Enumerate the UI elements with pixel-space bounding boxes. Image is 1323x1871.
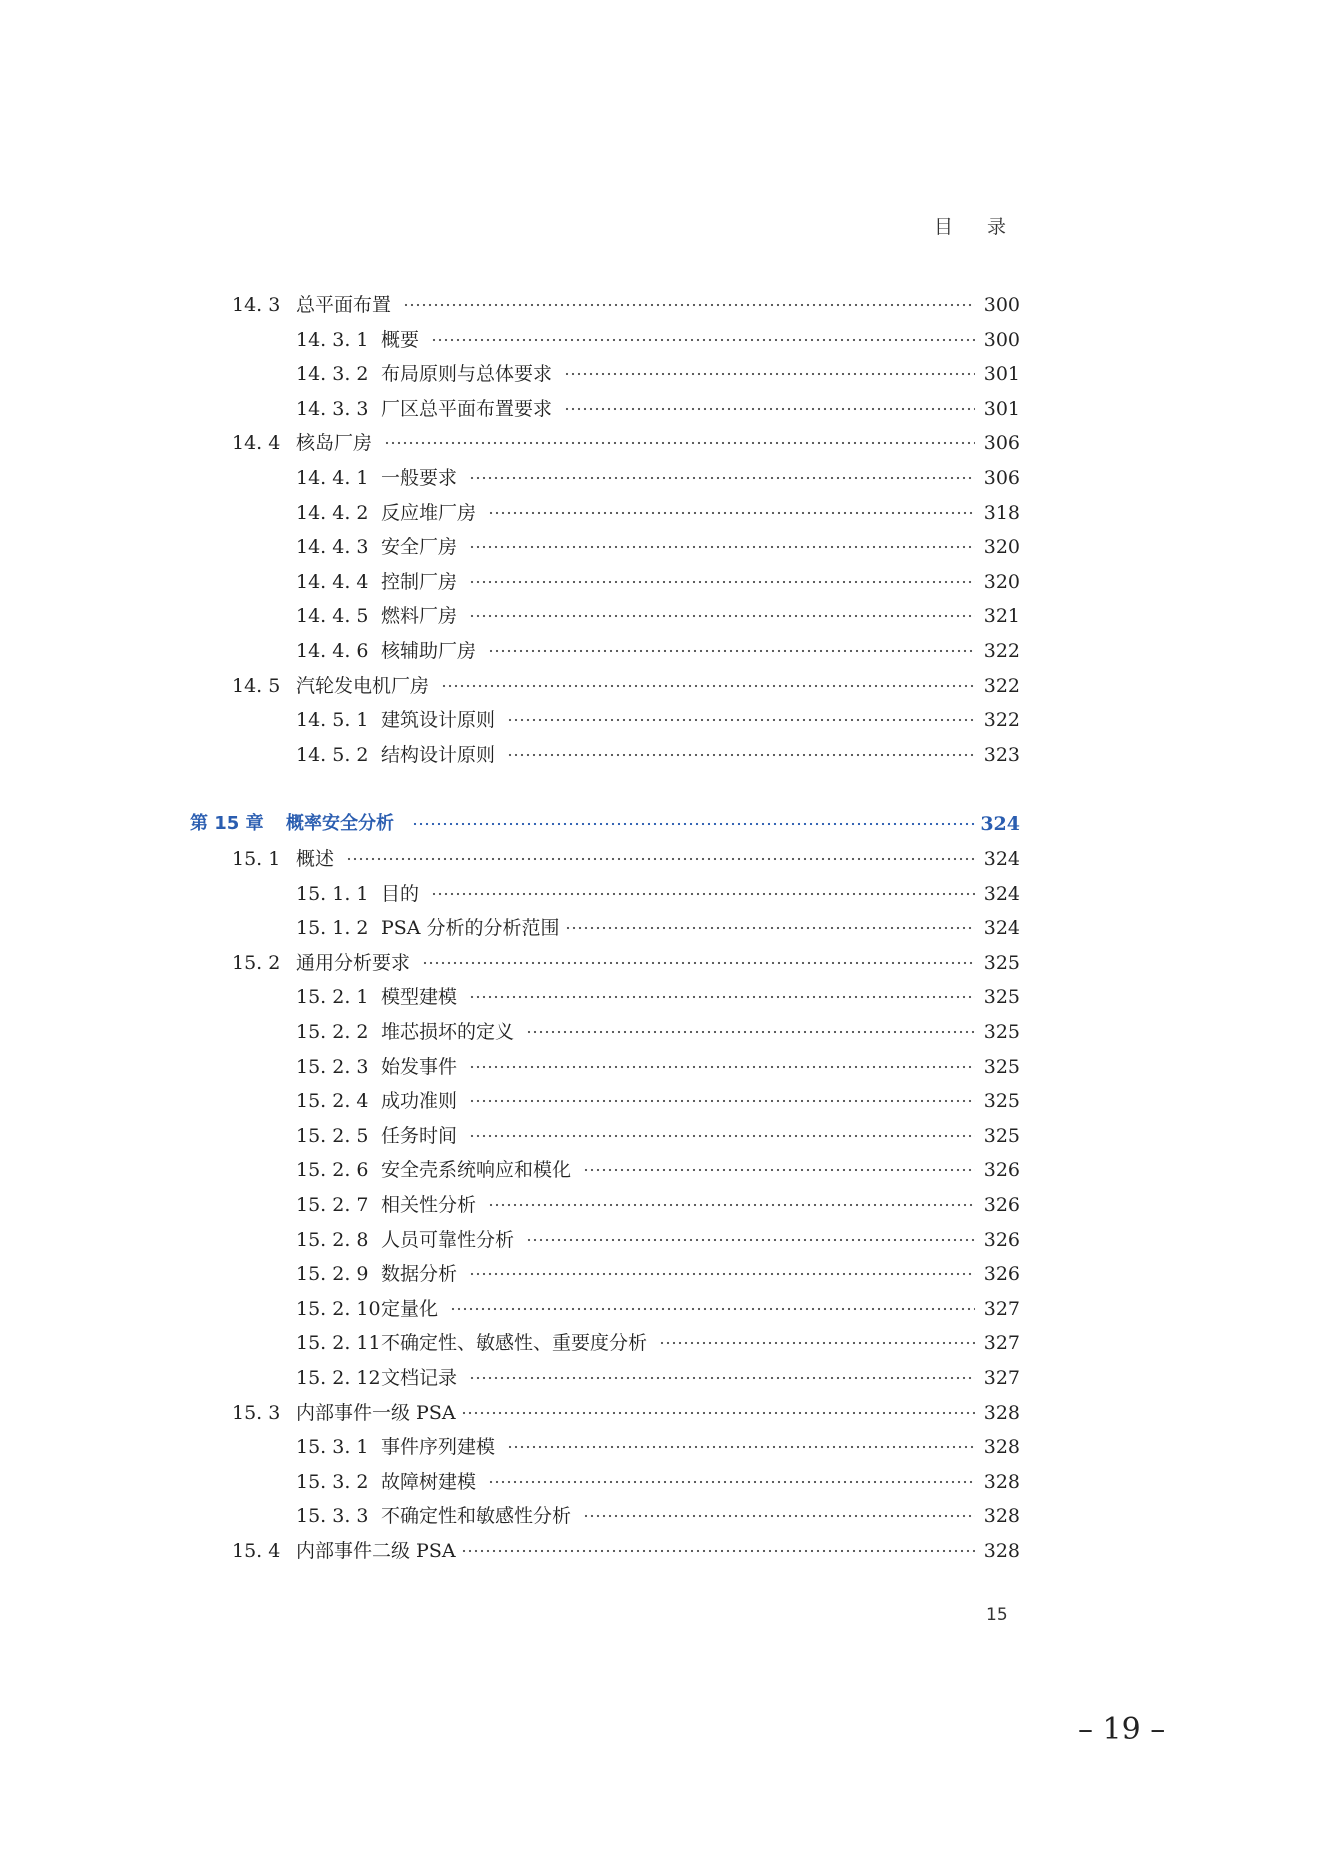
toc-entry-row[interactable] [0, 1119, 1323, 1153]
toc-entry-row[interactable] [0, 1396, 1323, 1430]
toc-entry-row[interactable] [0, 1499, 1323, 1533]
toc-dot-leader [384, 426, 975, 446]
toc-entry-number: 14. 3. 3 [296, 397, 369, 420]
toc-entry-title: 概率安全分析 [286, 813, 394, 835]
toc-entry-title: 数据分析 [381, 1263, 458, 1286]
toc-dot-leader [469, 1361, 975, 1381]
toc-entry-row[interactable] [0, 842, 1323, 876]
toc-entry-row[interactable] [0, 1465, 1323, 1499]
toc-page-number: 328 [983, 1401, 1020, 1424]
toc-dot-leader [346, 842, 975, 862]
toc-page-number: 325 [983, 986, 1020, 1009]
toc-entry-row[interactable] [0, 357, 1323, 391]
toc-entry-title: 厂区总平面布置要求 [381, 397, 553, 420]
toc-entry-title: 不确定性、敏感性、重要度分析 [381, 1332, 648, 1355]
toc-entry-row[interactable] [0, 323, 1323, 357]
toc-entry-title: 任务时间 [381, 1124, 458, 1147]
toc-entry-row[interactable] [0, 980, 1323, 1014]
toc-entry-title: 目的 [381, 882, 420, 905]
toc-dot-leader [488, 634, 975, 654]
toc-entry-row[interactable] [0, 530, 1323, 564]
toc-entry-row[interactable] [0, 1050, 1323, 1084]
toc-entry-title: 内部事件二级 PSA [296, 1540, 456, 1562]
toc-entry-number: 14. 5. 2 [296, 743, 369, 766]
toc-entry-row[interactable] [0, 703, 1323, 737]
toc-entry-title: 文档记录 [381, 1367, 458, 1389]
toc-page-number: 327 [983, 1332, 1020, 1355]
toc-page-number: 306 [983, 432, 1020, 455]
toc-page-number: 300 [983, 294, 1020, 316]
toc-entry-title: 成功准则 [381, 1090, 458, 1113]
toc-entry-title: 通用分析要求 [296, 951, 411, 974]
toc-entry-number: 15. 3 [232, 1401, 281, 1424]
toc-dot-leader [403, 288, 975, 308]
toc-entry-row[interactable] [0, 634, 1323, 668]
toc-dot-leader [583, 1499, 975, 1519]
toc-entry-row[interactable] [0, 565, 1323, 599]
toc-page-number: 328 [983, 1505, 1020, 1528]
toc-entry-title: 概要 [381, 328, 420, 351]
toc-entry-number: 14. 4. 6 [296, 640, 369, 662]
toc-dot-leader [526, 1015, 975, 1035]
toc-page-number: 327 [983, 1367, 1020, 1389]
toc-entry-number: 15. 2 [232, 951, 281, 974]
toc-entry-number: 15. 4 [232, 1540, 281, 1562]
toc-header: 目 录 [933, 216, 1020, 238]
toc-page-number: 300 [983, 328, 1020, 351]
toc-page-number: 326 [983, 1159, 1020, 1182]
toc-entry-title: 建筑设计原则 [381, 709, 496, 732]
toc-entry-title: 定量化 [381, 1297, 439, 1320]
toc-entry-number: 14. 5. 1 [296, 709, 369, 732]
toc-page-number: 326 [983, 1194, 1020, 1216]
toc-dot-leader [469, 1050, 975, 1070]
toc-dot-leader [461, 1396, 975, 1416]
toc-entry-number: 14. 4. 4 [296, 570, 369, 593]
toc-dot-leader [412, 807, 975, 827]
toc-page-number: 321 [983, 605, 1020, 628]
toc-entry-number: 14. 3 [232, 294, 281, 316]
toc-dot-leader [488, 496, 975, 516]
toc-entry-row[interactable] [0, 946, 1323, 980]
toc-dot-leader [469, 461, 975, 481]
toc-entry-number: 15. 3. 1 [296, 1436, 369, 1459]
toc-entry-row[interactable] [0, 461, 1323, 495]
toc-page-number: 318 [983, 501, 1020, 524]
toc-entry-row[interactable] [0, 1257, 1323, 1291]
toc-entry-number: 14. 4 [232, 432, 281, 455]
toc-entry-title: 模型建模 [381, 986, 458, 1009]
toc-page-number: 325 [983, 1124, 1020, 1147]
toc-entry-row[interactable] [0, 599, 1323, 633]
toc-entry-title: 始发事件 [381, 1055, 458, 1078]
toc-dot-leader [469, 980, 975, 1000]
toc-dot-leader [461, 1534, 975, 1554]
toc-page-number: 324 [983, 882, 1020, 905]
toc-entry-number: 15. 2. 11 [296, 1332, 381, 1355]
toc-dot-leader [564, 392, 975, 412]
toc-page-number: 324 [983, 848, 1020, 870]
toc-dot-leader [507, 703, 975, 723]
toc-entry-number: 15. 3. 3 [296, 1505, 369, 1528]
toc-entry-number: 14. 3. 1 [296, 328, 369, 351]
toc-entry-title: 汽轮发电机厂房 [296, 674, 430, 697]
toc-entry-row[interactable] [0, 669, 1323, 703]
toc-entry-row[interactable] [0, 1223, 1323, 1257]
toc-entry-number: 15. 1. 1 [296, 882, 369, 905]
toc-entry-title: 堆芯损坏的定义 [381, 1021, 515, 1043]
toc-page-number: 328 [983, 1436, 1020, 1459]
toc-dot-leader [469, 599, 975, 619]
toc-dot-leader [469, 565, 975, 585]
toc-entry-row[interactable] [0, 1084, 1323, 1118]
toc-dot-leader [450, 1292, 975, 1312]
toc-entry-row[interactable] [0, 1534, 1323, 1568]
toc-page-number: 324 [980, 813, 1020, 836]
toc-page-number: 320 [983, 536, 1020, 559]
toc-entry-number: 15. 2. 12 [296, 1367, 381, 1389]
toc-entry-title: 安全厂房 [381, 536, 458, 559]
toc-entry-row[interactable] [0, 1292, 1323, 1326]
toc-entry-number: 15. 3. 2 [296, 1470, 369, 1493]
toc-page-number: 325 [983, 951, 1020, 974]
toc-entry-number: 15. 2. 6 [296, 1159, 369, 1182]
toc-entry-title: 故障树建模 [381, 1470, 477, 1493]
toc-page-number: 323 [983, 743, 1020, 766]
toc-entry-row[interactable] [0, 426, 1323, 460]
toc-entry-title: 内部事件一级 PSA [296, 1401, 456, 1424]
toc-entry-title: 相关性分析 [381, 1194, 477, 1216]
toc-entry-title: 布局原则与总体要求 [381, 363, 553, 386]
toc-page-number: 327 [983, 1297, 1020, 1320]
toc-entry-title: 人员可靠性分析 [381, 1228, 515, 1251]
toc-dot-leader [469, 1257, 975, 1277]
toc-dot-leader [469, 1119, 975, 1139]
toc-dot-leader [507, 1430, 975, 1450]
toc-entry-number: 15. 2. 7 [296, 1194, 369, 1216]
toc-entry-row[interactable] [0, 1326, 1323, 1360]
toc-entry-number: 14. 4. 1 [296, 467, 369, 489]
toc-page-number: 322 [983, 709, 1020, 732]
toc-entry-title: 反应堆厂房 [381, 501, 477, 524]
toc-page-number: 320 [983, 570, 1020, 593]
toc-dot-leader [441, 669, 975, 689]
toc-entry-title: 控制厂房 [381, 570, 458, 593]
toc-page-number: 328 [983, 1470, 1020, 1493]
toc-page-number: 326 [983, 1228, 1020, 1251]
toc-page-number: 328 [983, 1540, 1020, 1562]
toc-entry-row[interactable] [0, 1153, 1323, 1187]
toc-entry-title: 总平面布置 [296, 294, 392, 316]
toc-entry-title: 安全壳系统响应和模化 [381, 1159, 572, 1182]
toc-entry-row[interactable] [0, 738, 1323, 772]
toc-entry-row[interactable] [0, 1361, 1323, 1395]
toc-entry-title: 结构设计原则 [381, 743, 496, 766]
toc-page-number: 322 [983, 674, 1020, 697]
toc-entry-number: 15. 2. 8 [296, 1228, 369, 1251]
toc-dot-leader [422, 946, 975, 966]
toc-dot-leader [488, 1465, 975, 1485]
book-page-number: 15 [986, 1605, 1008, 1625]
toc-entry-row[interactable] [0, 911, 1323, 945]
toc-dot-leader [526, 1223, 975, 1243]
toc-entry-row[interactable] [0, 392, 1323, 426]
toc-entry-number: 15. 1 [232, 848, 281, 870]
toc-dot-leader [507, 738, 975, 758]
toc-page-number: 322 [983, 640, 1020, 662]
toc-dot-leader [565, 911, 975, 931]
toc-page-number: 324 [983, 917, 1020, 940]
toc-entry-number: 14. 4. 2 [296, 501, 369, 524]
toc-entry-title: 事件序列建模 [381, 1436, 496, 1459]
toc-entry-row[interactable] [0, 1188, 1323, 1222]
toc-entry-row[interactable] [0, 496, 1323, 530]
toc-dot-leader [564, 357, 975, 377]
toc-page-number: 325 [983, 1021, 1020, 1043]
toc-entry-number: 15. 2. 9 [296, 1263, 369, 1286]
toc-entry-title: PSA 分析的分析范围 [381, 917, 560, 940]
toc-entry-title: 核岛厂房 [296, 432, 373, 455]
toc-entry-number: 第 15 章 [190, 813, 264, 835]
sheet-page-number: – 19 – [1078, 1712, 1166, 1747]
toc-entry-title: 不确定性和敏感性分析 [381, 1505, 572, 1528]
toc-entry-number: 15. 2. 10 [296, 1297, 381, 1320]
toc-page-number: 301 [983, 363, 1020, 386]
toc-chapter-row[interactable] [0, 807, 1323, 841]
toc-dot-leader [431, 877, 975, 897]
toc-dot-leader [469, 530, 975, 550]
toc-entry-title: 燃料厂房 [381, 605, 458, 628]
toc-entry-number: 15. 2. 2 [296, 1021, 369, 1043]
toc-entry-number: 14. 5 [232, 674, 281, 697]
toc-entry-title: 概述 [296, 848, 335, 870]
toc-entry-title: 一般要求 [381, 467, 458, 489]
toc-entry-number: 15. 2. 4 [296, 1090, 369, 1113]
toc-entry-number: 15. 2. 3 [296, 1055, 369, 1078]
toc-entry-row[interactable] [0, 1015, 1323, 1049]
toc-page-number: 301 [983, 397, 1020, 420]
toc-dot-leader [488, 1188, 975, 1208]
toc-entry-number: 15. 2. 5 [296, 1124, 369, 1147]
toc-entry-number: 14. 4. 3 [296, 536, 369, 559]
toc-page-number: 325 [983, 1090, 1020, 1113]
toc-page-number: 306 [983, 467, 1020, 489]
toc-entry-row[interactable] [0, 1430, 1323, 1464]
toc-dot-leader [659, 1326, 975, 1346]
toc-entry-number: 15. 1. 2 [296, 917, 369, 940]
toc-dot-leader [431, 323, 975, 343]
toc-page-number: 325 [983, 1055, 1020, 1078]
toc-entry-row[interactable] [0, 877, 1323, 911]
toc-dot-leader [469, 1084, 975, 1104]
toc-entry-number: 14. 3. 2 [296, 363, 369, 386]
toc-dot-leader [583, 1153, 975, 1173]
toc-entry-title: 核辅助厂房 [381, 640, 477, 662]
toc-entry-number: 14. 4. 5 [296, 605, 369, 628]
toc-entry-row[interactable] [0, 288, 1323, 322]
toc-page-number: 326 [983, 1263, 1020, 1286]
toc-entry-number: 15. 2. 1 [296, 986, 369, 1009]
